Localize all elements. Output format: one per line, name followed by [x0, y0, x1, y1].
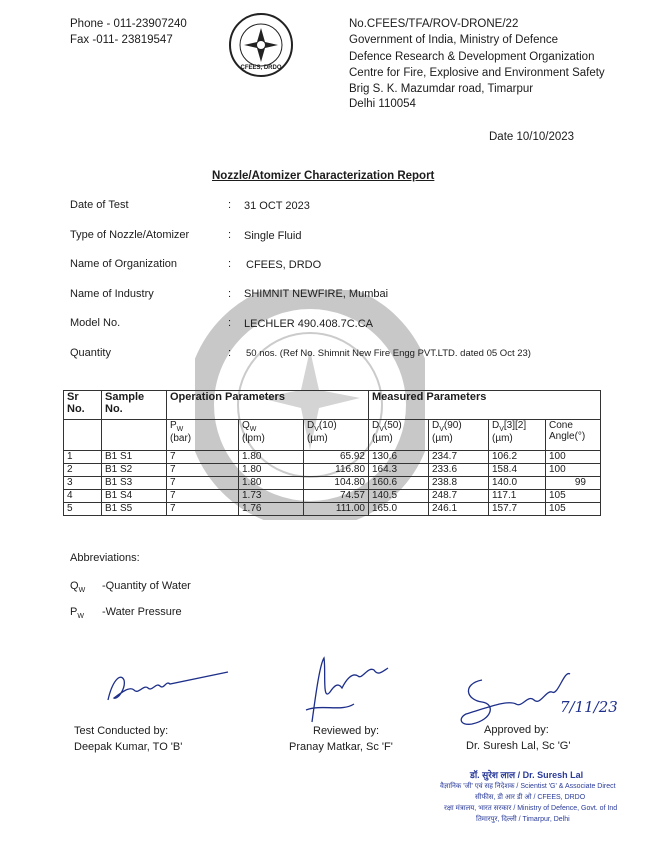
cell-dv90: 233.6: [429, 464, 489, 477]
cell-pw: 7: [167, 451, 239, 464]
stamp-line-4: रक्षा मंत्रालय, भारत सरकार / Ministry of Defence, Govt. of Ind: [444, 805, 618, 812]
cell-dv32: 140.0: [489, 477, 546, 490]
cell-dv50: 140.5: [369, 490, 429, 503]
field-value-organization: CFEES, DRDO: [246, 259, 322, 271]
table-row: [64, 503, 601, 516]
cell-qw: 1.80: [239, 451, 304, 464]
cell-dv50: 165.0: [369, 503, 429, 516]
org-line-3: Centre for Fire, Explosive and Environment Safety: [349, 67, 605, 79]
colon: :: [228, 317, 232, 329]
colon: :: [228, 199, 232, 211]
field-label-organization: Name of Organization: [70, 258, 177, 270]
cell-dv90: 248.7: [429, 490, 489, 503]
table-sub-header-row: [64, 420, 601, 451]
cell-dv32: 158.4: [489, 464, 546, 477]
cell-sr: 5: [64, 503, 102, 516]
cfees-logo: [228, 12, 294, 78]
cell-dv32: 106.2: [489, 451, 546, 464]
stamp-line-1: डॉ. सुरेश लाल / Dr. Suresh Lal: [470, 770, 584, 780]
cell-qw: 1.73: [239, 490, 304, 503]
cell-cone: 100: [546, 451, 601, 464]
approval-date: 7/11/23: [560, 698, 618, 716]
cell-dv10: 65.92: [304, 451, 369, 464]
abbreviation-pw-desc: -Water Pressure: [102, 606, 182, 618]
cell-cone: 105: [546, 503, 601, 516]
cell-cone: 105: [546, 490, 601, 503]
cell-pw: 7: [167, 490, 239, 503]
cell-dv10: 116.80: [304, 464, 369, 477]
cell-sr: 3: [64, 477, 102, 490]
org-line-5: Delhi 110054: [349, 98, 416, 110]
stamp-line-2: वैज्ञानिक 'जी' एवं सह निदेशक / Scientist 'G' & Associate Direct: [440, 783, 616, 790]
header-dv90: $D_V(90)$ (µm): [429, 420, 489, 451]
header-cone-angle: Cone Angle(°): [546, 420, 601, 451]
phone-line: Phone - 011-23907240: [70, 18, 187, 30]
letter-date: Date 10/10/2023: [489, 131, 575, 143]
parameters-table: [63, 390, 601, 516]
org-line-2: Defence Research & Development Organization: [349, 51, 595, 63]
cell-pw: 7: [167, 503, 239, 516]
header-sample: Sample No.: [102, 391, 167, 420]
field-value-model: LECHLER 490.408.7C.CA: [244, 318, 374, 330]
signatory-role-review: Reviewed by:: [313, 725, 380, 737]
cell-dv90: 234.7: [429, 451, 489, 464]
cell-sr: 4: [64, 490, 102, 503]
field-value-type: Single Fluid: [244, 230, 302, 242]
signature-pranay: [302, 652, 402, 732]
report-title: Nozzle/Atomizer Characterization Report: [212, 170, 435, 182]
fax-line: Fax -011- 23819547: [70, 34, 173, 46]
cell-cone: 99: [546, 477, 601, 490]
reference-number: No.CFEES/TFA/ROV-DRONE/22: [349, 18, 519, 30]
cell-dv50: 160.6: [369, 477, 429, 490]
colon: :: [228, 258, 232, 270]
header-sr: Sr No.: [64, 391, 102, 420]
cell-qw: 1.80: [239, 477, 304, 490]
signature-deepak: [100, 662, 235, 712]
field-label-quantity: Quantity: [70, 347, 111, 359]
cell-sample: B1 S2: [102, 464, 167, 477]
cell-dv10: 111.00: [304, 503, 369, 516]
field-label-type: Type of Nozzle/Atomizer: [70, 229, 190, 241]
header-dv50: $D_V(50)$ (µm): [369, 420, 429, 451]
abbreviation-pw: $P_W$: [70, 606, 84, 621]
colon: :: [228, 229, 232, 241]
field-label-industry: Name of Industry: [70, 288, 154, 300]
cell-pw: 7: [167, 464, 239, 477]
stamp-line-3: सीफीस, डी आर डी ओ / CFEES, DRDO: [475, 794, 586, 801]
logo-caption: CFEES, DRDO: [240, 65, 282, 71]
signatory-name-review: Pranay Matkar, Sc 'F': [289, 741, 393, 753]
cell-dv10: 104.80: [304, 477, 369, 490]
colon: :: [228, 347, 232, 359]
signatory-role-approve: Approved by:: [484, 724, 549, 736]
org-line-4: Brig S. K. Mazumdar road, Timarpur: [349, 83, 534, 95]
table-row: [64, 490, 601, 503]
header-operation-parameters: Operation Parameters: [167, 391, 369, 420]
table-group-header-row: [64, 391, 601, 420]
cell-sr: 1: [64, 451, 102, 464]
cell-pw: 7: [167, 477, 239, 490]
cell-dv32: 157.7: [489, 503, 546, 516]
header-measured-parameters: Measured Parameters: [369, 391, 601, 420]
field-value-quantity: 50 nos. (Ref No. Shimnit New Fire Engg PVT.LTD. dated 05 Oct 23): [246, 348, 531, 359]
field-value-date: 31 OCT 2023: [244, 200, 310, 212]
cell-dv50: 164.3: [369, 464, 429, 477]
stamp-line-5: तिमारपुर, दिल्ली / Timarpur, Delhi: [476, 816, 570, 823]
table-row: [64, 464, 601, 477]
cell-cone: 100: [546, 464, 601, 477]
header-dv10: $D_V(10)$ (µm): [304, 420, 369, 451]
org-line-1: Government of India, Ministry of Defence: [349, 34, 559, 46]
field-value-industry: SHIMNIT NEWFIRE, Mumbai: [244, 288, 389, 300]
signatory-name-test: Deepak Kumar, TO 'B': [74, 741, 183, 753]
abbreviations-title: Abbreviations:: [70, 552, 140, 564]
cell-dv50: 130.6: [369, 451, 429, 464]
cell-dv32: 117.1: [489, 490, 546, 503]
field-label-model: Model No.: [70, 317, 121, 329]
cell-dv90: 238.8: [429, 477, 489, 490]
header-pw: $P_W$ (bar): [167, 420, 239, 451]
cell-qw: 1.80: [239, 464, 304, 477]
signatory-role-test: Test Conducted by:: [74, 725, 169, 737]
cell-qw: 1.76: [239, 503, 304, 516]
table-row: [64, 451, 601, 464]
header-qw: $Q_W$ (lpm): [239, 420, 304, 451]
abbreviation-qw: $Q_W$: [70, 580, 86, 595]
cell-sample: B1 S1: [102, 451, 167, 464]
abbreviation-qw-desc: -Quantity of Water: [102, 580, 191, 592]
cell-dv90: 246.1: [429, 503, 489, 516]
cell-sample: B1 S3: [102, 477, 167, 490]
cell-sample: B1 S5: [102, 503, 167, 516]
cell-dv10: 74.57: [304, 490, 369, 503]
signatory-name-approve: Dr. Suresh Lal, Sc 'G': [466, 740, 571, 752]
header-dv32: $D_V[3][2]$ (µm): [489, 420, 546, 451]
field-label-date: Date of Test: [70, 199, 129, 211]
cell-sample: B1 S4: [102, 490, 167, 503]
colon: :: [228, 288, 232, 300]
table-row: [64, 477, 601, 490]
cell-sr: 2: [64, 464, 102, 477]
